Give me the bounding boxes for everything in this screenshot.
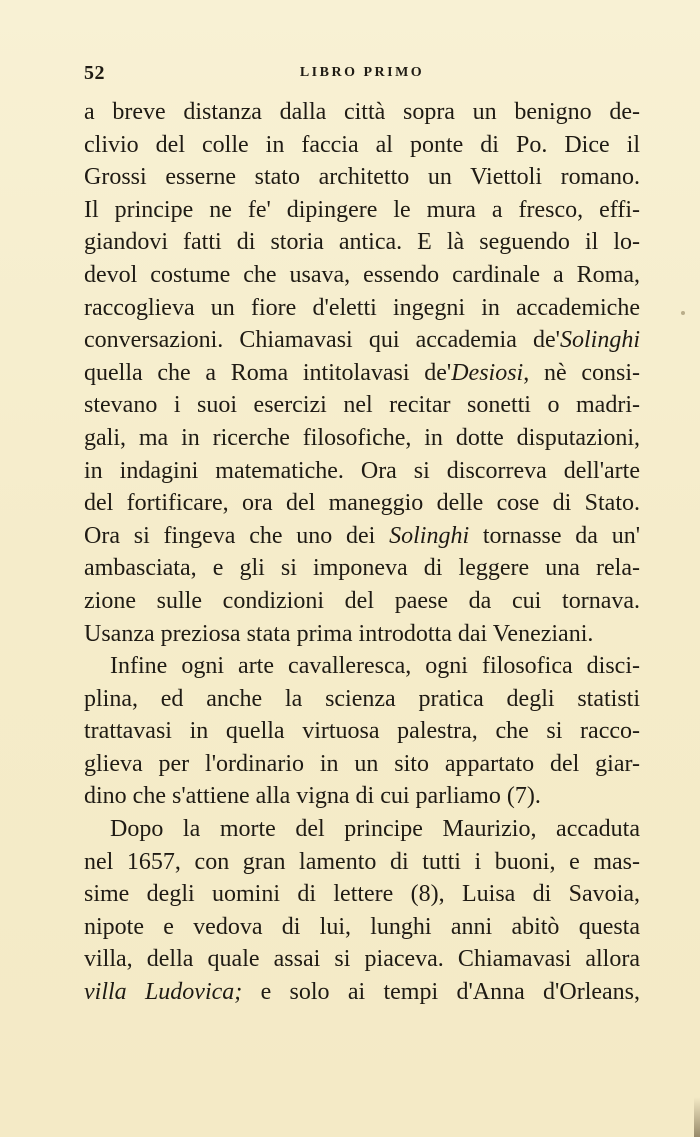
text-run: ambasciata, e gli si imponeva di leggere una rela- [84, 555, 640, 582]
text-run: raccoglieva un fiore d'eletti ingegni in accademiche [84, 294, 640, 321]
text-line [84, 226, 640, 259]
text-line [84, 618, 640, 651]
text-run: Usanza preziosa stata prima introdotta dai Veneziani. [84, 620, 594, 647]
italic-run: Solinghi [559, 327, 640, 354]
text-run: dino che s'attiene alla vigna di cui parliamo (7). [84, 783, 541, 810]
text-run: e solo ai tempi d'Anna d'Orleans, [260, 979, 640, 1006]
text-line [84, 878, 640, 911]
text-run: glieva per l'ordinario in un sito appartato del giar- [84, 750, 640, 777]
text-line [84, 96, 640, 129]
text-line [84, 650, 640, 683]
text-line [84, 715, 640, 748]
page-edge-shadow [694, 1097, 700, 1137]
text-line [84, 389, 640, 422]
body-text [84, 96, 640, 1009]
text-line [84, 552, 640, 585]
text-line [84, 813, 640, 846]
text-run: giandovi fatti di storia antica. E là seguendo il lo- [84, 229, 640, 256]
margin-mark [681, 311, 685, 315]
text-run: devol costume che usava, essendo cardinale a Roma, [84, 261, 640, 288]
text-line [84, 129, 640, 162]
text-run: trattavasi in quella virtuosa palestra, che si racco- [84, 718, 640, 745]
text-line [84, 161, 640, 194]
text-line [84, 292, 640, 325]
text-line [84, 520, 640, 553]
text-line [84, 194, 640, 227]
italic-run: Solinghi [389, 522, 470, 549]
text-run: Grossi esserne stato architetto un Viettoli romano. [84, 164, 640, 191]
text-run: nel 1657, con gran lamento di tutti i buoni, e mas- [84, 848, 640, 875]
text-run: del fortificare, ora del maneggio delle cose di Stato. [84, 490, 640, 517]
italic-run: Desiosi [451, 359, 524, 386]
text-run: a breve distanza dalla città sopra un benigno de- [84, 99, 640, 125]
text-run: nipote e vedova di lui, lunghi anni abitò questa [84, 913, 640, 940]
text-run: conversazioni. Chiamavasi qui accademia de' [84, 327, 560, 354]
text-line [84, 911, 640, 944]
text-run: plina, ed anche la scienza pratica degli statisti [84, 685, 640, 712]
text-line [84, 487, 640, 520]
running-head: LIBRO PRIMO [299, 65, 425, 80]
text-run: Ora si fingeva che uno dei [84, 522, 376, 549]
text-line [84, 422, 640, 455]
text-run: , nè consi- [523, 359, 640, 386]
text-run: in indagini matematiche. Ora si discorreva dell'arte [84, 457, 640, 484]
text-line [84, 683, 640, 716]
text-run: zione sulle condizioni del paese da cui tornava. [84, 587, 640, 614]
text-run: tornasse da un' [482, 522, 640, 549]
text-line [84, 943, 640, 976]
page-number: 52 [84, 62, 105, 84]
text-run: sime degli uomini di lettere (8), Luisa di Savoia, [84, 881, 640, 908]
text-line [84, 846, 640, 879]
text-line [84, 780, 640, 813]
text-run: Infine ogni arte cavalleresca, ogni filosofica disci- [110, 653, 640, 680]
text-run: clivio del colle in faccia al ponte di Po. Dice il [84, 131, 640, 158]
text-run: quella che a Roma intitolavasi de' [84, 359, 452, 386]
text-line [84, 455, 640, 488]
text-run: Il principe ne fe' dipingere le mura a fresco, effi- [84, 196, 640, 223]
text-line [84, 357, 640, 390]
page-header [84, 62, 640, 86]
text-run: Dopo la morte del principe Maurizio, accaduta [110, 816, 640, 843]
text-run: gali, ma in ricerche filosofiche, in dotte disputazioni, [84, 424, 640, 451]
text-line [84, 259, 640, 292]
text-line [84, 585, 640, 618]
text-run: villa, della quale assai si piaceva. Chiamavasi allora [84, 946, 640, 973]
text-line [84, 748, 640, 781]
text-line [84, 976, 640, 1009]
text-line [84, 324, 640, 357]
italic-run: villa Ludovica; [84, 979, 243, 1006]
text-run: stevano i suoi esercizi nel recitar sonetti o madri- [84, 392, 640, 419]
